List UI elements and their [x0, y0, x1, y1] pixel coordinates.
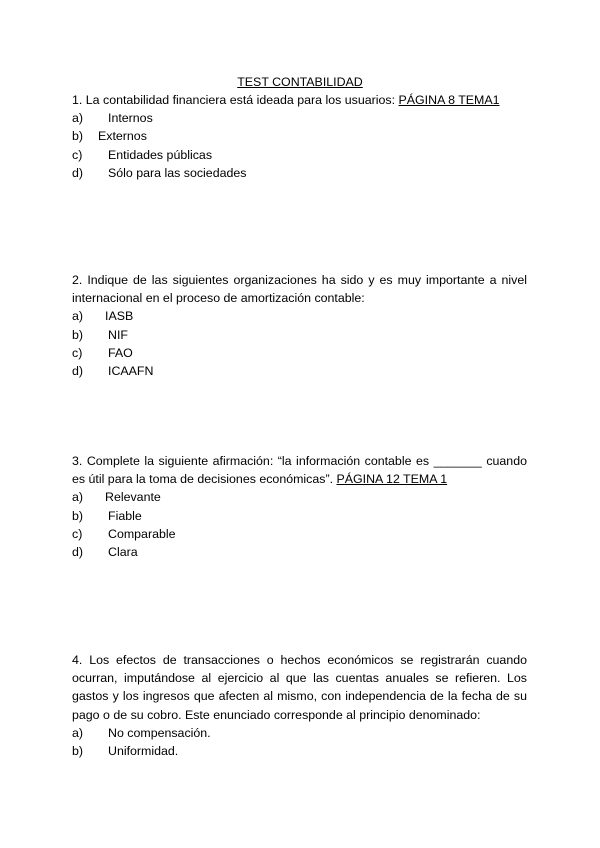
question-4	[72, 651, 527, 760]
option-b	[72, 326, 527, 344]
question-2	[72, 271, 527, 380]
question-stem	[72, 91, 527, 109]
option-text: Clara	[108, 544, 138, 559]
option-letter: c)	[72, 147, 83, 162]
option-c	[72, 146, 527, 164]
option-c	[72, 525, 527, 543]
question-stem	[72, 271, 527, 307]
option-d	[72, 362, 527, 380]
option-text: Comparable	[108, 526, 176, 541]
option-a	[72, 109, 527, 127]
option-letter: d)	[72, 363, 84, 378]
question-text: 3. Complete la siguiente afirmación: “la información contable es _______ cuando es útil para la toma de decisiones económicas”.	[72, 454, 527, 487]
option-letter: b)	[72, 129, 84, 144]
option-text: Relevante	[105, 490, 161, 505]
option-text: No compensación.	[108, 725, 211, 740]
page-title: TEST CONTABILIDAD	[237, 75, 363, 89]
option-letter: b)	[72, 508, 84, 523]
question-stem	[72, 651, 527, 724]
option-letter: b)	[72, 327, 84, 342]
option-text: NIF	[108, 327, 128, 342]
option-letter: a)	[72, 111, 84, 126]
option-letter: d)	[72, 544, 84, 559]
option-text: Sólo para las sociedades	[108, 165, 247, 180]
option-c	[72, 344, 527, 362]
question-3	[72, 452, 527, 561]
option-text: FAO	[108, 345, 133, 360]
option-d	[72, 543, 527, 561]
option-d	[72, 164, 527, 182]
option-letter: c)	[72, 526, 83, 541]
option-letter: b)	[72, 744, 84, 758]
option-text: ICAAFN	[108, 363, 154, 378]
option-a	[72, 307, 527, 325]
question-stem	[72, 452, 527, 488]
option-b	[72, 507, 527, 525]
option-letter: d)	[72, 165, 84, 180]
option-b	[72, 127, 527, 145]
question-1	[72, 91, 527, 182]
page-reference: PÁGINA 8 TEMA1	[398, 93, 500, 107]
option-letter: a)	[72, 725, 84, 740]
option-text: Fiable	[108, 508, 142, 523]
option-letter: a)	[72, 490, 84, 505]
page-reference: PÁGINA 12 TEMA 1	[336, 472, 448, 487]
option-letter: a)	[72, 309, 84, 324]
question-text: 2. Indique de las siguientes organizaciones ha sido y es muy importante a nivel internacional en el proceso de amortización contable:	[72, 273, 527, 306]
question-text: 1. La contabilidad financiera está ideada para los usuarios:	[72, 93, 399, 107]
option-text: Uniformidad.	[108, 744, 179, 758]
option-text: IASB	[105, 309, 134, 324]
option-a	[72, 724, 527, 742]
option-a	[72, 488, 527, 506]
option-text: Internos	[108, 111, 153, 126]
question-text: 4. Los efectos de transacciones o hechos económicos se registrarán cuando ocurran, imputándose al ejercicio al que las cuentas anuales se refieren. Los gastos y los ingresos que afecten al mismo, con independencia de la fecha de su pago o de su cobro. Este enunciado corresponde al principio denominado:	[72, 653, 527, 722]
option-letter: c)	[72, 345, 83, 360]
option-text: Entidades públicas	[108, 147, 213, 162]
option-b	[72, 742, 527, 760]
option-text: Externos	[98, 129, 147, 144]
